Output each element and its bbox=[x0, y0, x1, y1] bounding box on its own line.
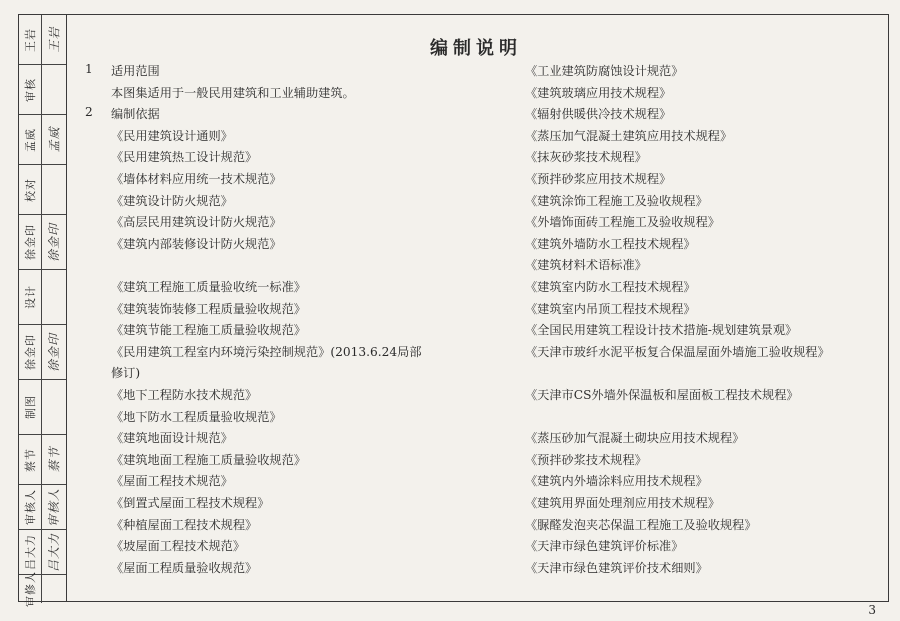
list-item: 《预拌砂浆技术规程》 bbox=[525, 452, 647, 467]
signature: 徐金印 bbox=[47, 332, 62, 372]
list-item: 《建筑室内吊顶工程技术规程》 bbox=[525, 301, 696, 316]
signature-row bbox=[19, 270, 66, 325]
signature-row bbox=[19, 325, 66, 380]
signature-row bbox=[19, 15, 66, 65]
signature-role-label: 蔡节 bbox=[24, 447, 37, 472]
list-item: 《民用建筑热工设计规范》 bbox=[111, 150, 258, 165]
list-item: 《墙体材料应用统一技术规范》 bbox=[111, 172, 282, 186]
list-item: 《建筑地面工程施工质量验收规范》 bbox=[111, 452, 306, 467]
list-item: 《屋面工程质量验收规范》 bbox=[111, 560, 258, 575]
list-item: 《民用建筑工程室内环境污染控制规范》(2013.6.24局部 bbox=[111, 344, 422, 359]
signature-role-label: 吕大力 bbox=[24, 534, 37, 570]
list-item: 《建筑节能工程施工质量验收规范》 bbox=[111, 323, 306, 338]
list-item: 《民用建筑设计通则》 bbox=[111, 128, 233, 143]
section-heading: 编制依据 bbox=[111, 107, 160, 122]
list-item: 《建筑玻璃应用技术规程》 bbox=[525, 85, 672, 100]
list-item: 《天津市玻纤水泥平板复合保温屋面外墙施工验收规程》 bbox=[525, 344, 830, 359]
signature-role-label: 设计 bbox=[24, 285, 37, 309]
signature-row bbox=[19, 485, 66, 530]
signature-row bbox=[19, 65, 66, 115]
signature: 蔡节 bbox=[47, 446, 62, 473]
list-item: 《预拌砂浆应用技术规程》 bbox=[525, 172, 672, 186]
list-item: 《建筑工程施工质量验收统一标准》 bbox=[111, 280, 306, 294]
section-number: 2 bbox=[85, 105, 93, 120]
page-number: 3 bbox=[868, 603, 876, 617]
signature-row bbox=[19, 115, 66, 165]
list-item: 《建筑设计防火规范》 bbox=[111, 193, 233, 208]
signature: 王岩 bbox=[47, 26, 62, 53]
list-item: 《建筑室内防水工程技术规程》 bbox=[525, 280, 696, 294]
list-item: 《蒸压砂加气混凝土砌块应用技术规程》 bbox=[525, 431, 745, 446]
signature-row bbox=[19, 530, 66, 575]
list-item: 《建筑涂饰工程施工及验收规程》 bbox=[525, 193, 708, 208]
list-item: 修订) bbox=[111, 366, 141, 381]
list-item: 《地下工程防水技术规范》 bbox=[111, 388, 258, 402]
list-item: 《建筑地面设计规范》 bbox=[111, 431, 233, 446]
section-number: 1 bbox=[85, 62, 93, 76]
signature-role-label: 徐金印 bbox=[24, 224, 37, 260]
list-item: 《屋面工程技术规范》 bbox=[111, 474, 233, 489]
list-item: 《高层民用建筑设计防火规范》 bbox=[111, 215, 282, 230]
list-item: 《建筑内部装修设计防火规范》 bbox=[111, 236, 282, 251]
list-item: 《蒸压加气混凝土建筑应用技术规程》 bbox=[525, 128, 733, 143]
signature-role-label: 校对 bbox=[24, 177, 37, 202]
signature-role-label: 审核 bbox=[24, 77, 37, 102]
list-item: 《外墙饰面砖工程施工及验收规程》 bbox=[525, 215, 720, 230]
signature-row bbox=[19, 435, 66, 485]
list-item: 《脲醛发泡夹芯保温工程施工及验收规程》 bbox=[525, 517, 757, 532]
list-item: 《倒置式屋面工程技术规程》 bbox=[111, 496, 270, 510]
list-item: 《全国民用建筑工程设计技术措施-规划建筑景观》 bbox=[525, 323, 798, 338]
list-item: 本图集适用于一般民用建筑和工业辅助建筑。 bbox=[111, 85, 355, 100]
list-item: 《建筑装饰装修工程质量验收规范》 bbox=[111, 301, 306, 316]
list-item: 《建筑材料术语标准》 bbox=[525, 258, 647, 273]
list-item: 《建筑外墙防水工程技术规程》 bbox=[525, 236, 696, 251]
signature-role-label: 王岩 bbox=[24, 27, 37, 52]
signature-row bbox=[19, 571, 66, 607]
signature-role-label: 审核人 bbox=[24, 489, 37, 525]
list-item: 《辐射供暖供冷技术规程》 bbox=[525, 107, 672, 122]
signature-role-label: 审修人 bbox=[24, 571, 37, 607]
signature-row bbox=[19, 215, 66, 270]
list-item: 《建筑用界面处理剂应用技术规程》 bbox=[525, 496, 720, 510]
list-item: 《工业建筑防腐蚀设计规范》 bbox=[525, 64, 684, 78]
signature: 徐金印 bbox=[47, 222, 62, 262]
signature-row bbox=[19, 380, 66, 435]
list-item: 《地下防水工程质量验收规范》 bbox=[111, 409, 282, 424]
signature-role-label: 制图 bbox=[24, 395, 37, 419]
list-item: 《建筑内外墙涂料应用技术规程》 bbox=[525, 474, 708, 489]
list-item: 《天津市绿色建筑评价标准》 bbox=[525, 539, 684, 554]
list-item: 《种植屋面工程技术规程》 bbox=[111, 517, 258, 532]
section-heading: 适用范围 bbox=[111, 64, 160, 78]
list-item: 《坡屋面工程技术规范》 bbox=[111, 539, 246, 554]
signature-role-label: 孟威 bbox=[24, 127, 37, 152]
signature-column bbox=[18, 14, 66, 607]
signature: 吕大力 bbox=[47, 532, 62, 572]
page-title: 编制说明 bbox=[430, 38, 522, 59]
list-item: 《天津市CS外墙外保温板和屋面板工程技术规程》 bbox=[525, 388, 799, 402]
signature: 孟威 bbox=[47, 126, 62, 153]
list-item: 《抹灰砂浆技术规程》 bbox=[525, 150, 647, 165]
signature-row bbox=[19, 165, 66, 215]
list-item: 《天津市绿色建筑评价技术细则》 bbox=[525, 560, 708, 575]
signature: 审核人 bbox=[47, 487, 62, 527]
signature-role-label: 徐金印 bbox=[24, 334, 37, 370]
